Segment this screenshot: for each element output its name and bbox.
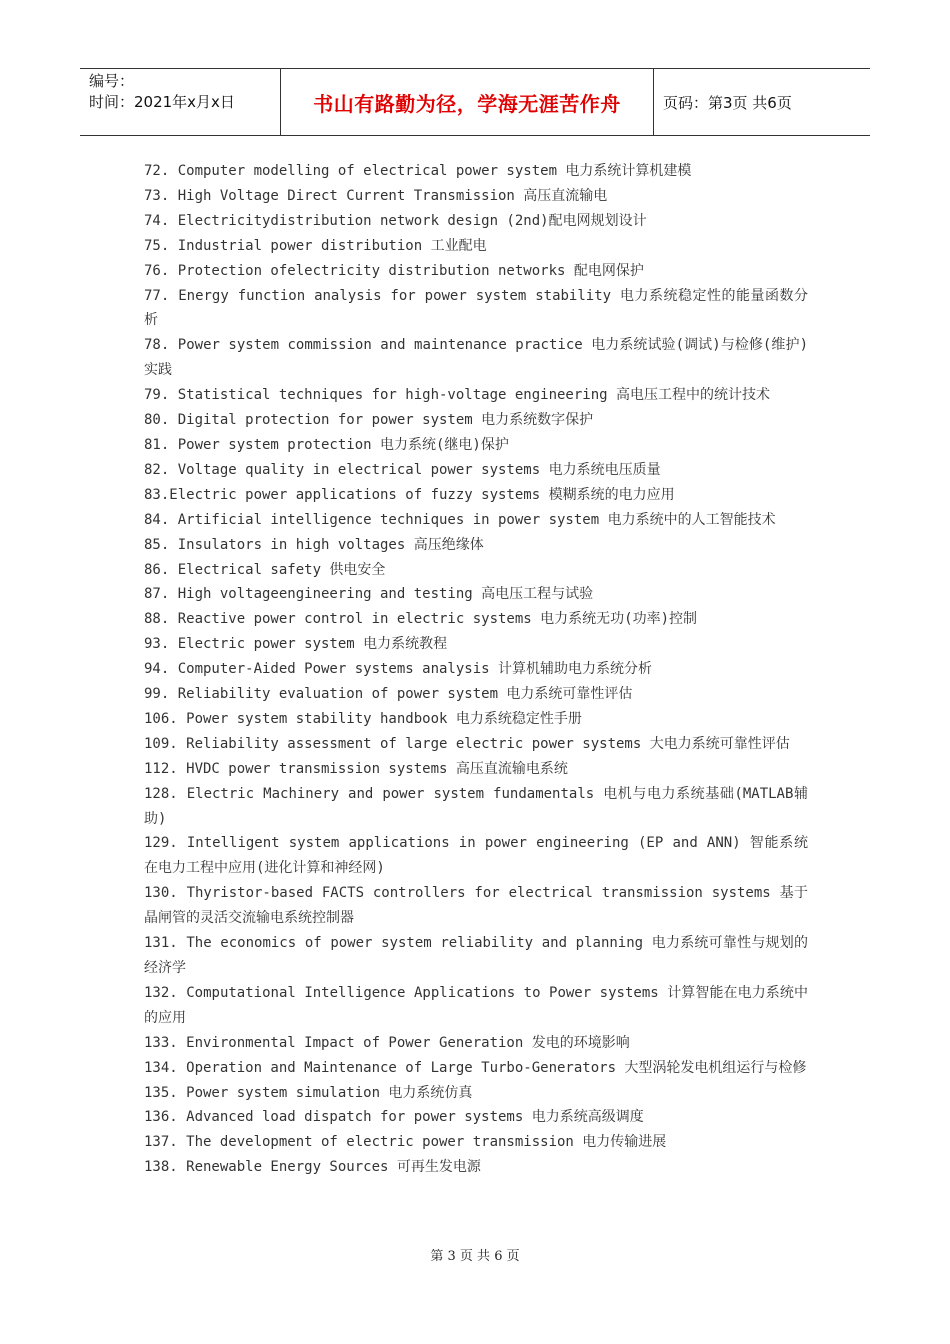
list-item: 72. Computer modelling of electrical power system 电力系统计算机建模 xyxy=(144,163,692,179)
number-label: 编号： xyxy=(89,72,135,90)
list-item: 77. Energy function analysis for power system stability 电力系统稳定性的能量函数分析 xyxy=(144,287,808,329)
list-item: 75. Industrial power distribution 工业配电 xyxy=(144,237,487,254)
list-item: 106. Power system stability handbook 电力系统稳定性手册 xyxy=(144,710,582,727)
list-item: 133. Environmental Impact of Power Generation 发电的环境影响 xyxy=(144,1034,630,1051)
list-item: 81. Power system protection 电力系统(继电)保护 xyxy=(144,436,509,453)
list-item: 112. HVDC power transmission systems 高压直流输电系统 xyxy=(144,760,568,777)
list-item: 80. Digital protection for power system 电力系统数字保护 xyxy=(144,412,594,429)
list-item: 137. The development of electric power transmission 电力传输进展 xyxy=(144,1134,667,1151)
time-label: 时间：2021年x月x日 xyxy=(89,93,235,111)
list-item: 82. Voltage quality in electrical power systems 电力系统电压质量 xyxy=(144,461,661,478)
list-item: 84. Artificial intelligence techniques in power system 电力系统中的人工智能技术 xyxy=(144,511,776,528)
page-footer: 第 3 页 共 6 页 xyxy=(430,1249,520,1264)
list-item: 138. Renewable Energy Sources 可再生发电源 xyxy=(144,1159,481,1176)
header-page-label: 页码：第3页 共6页 xyxy=(663,93,792,112)
list-item: 93. Electric power system 电力系统教程 xyxy=(144,636,448,653)
list-item: 85. Insulators in high voltages 高压绝缘体 xyxy=(144,536,484,553)
header-motto: 书山有路勤为径，学海无涯苦作舟 xyxy=(281,69,654,135)
list-item: 135. Power system simulation 电力系统仿真 xyxy=(144,1084,473,1101)
list-item: 129. Intelligent system applications in power engineering (EP and ANN) 智能系统在电力工程中应用(进化计算和神经网) xyxy=(144,835,808,877)
list-item: 134. Operation and Maintenance of Large Turbo-Generators 大型涡轮发电机组运行与检修 xyxy=(144,1059,807,1076)
list-item: 131. The economics of power system reliability and planning 电力系统可靠性与规划的经济学 xyxy=(144,935,808,976)
list-item: 73. High Voltage Direct Current Transmission 高压直流输电 xyxy=(144,187,608,204)
list-item: 136. Advanced load dispatch for power systems 电力系统高级调度 xyxy=(144,1109,644,1126)
page-header xyxy=(80,68,870,136)
list-item: 78. Power system commission and maintenance practice 电力系统试验(调试)与检修(维护)实践 xyxy=(144,337,808,379)
list-item: 132. Computational Intelligence Applications to Power systems 计算智能在电力系统中的应用 xyxy=(144,984,808,1026)
list-item: 79. Statistical techniques for high-voltage engineering 高电压工程中的统计技术 xyxy=(144,387,771,404)
book-list xyxy=(144,159,808,1180)
list-item: 76. Protection ofelectricity distribution networks 配电网保护 xyxy=(144,262,644,279)
list-item: 83.Electric power applications of fuzzy systems 模糊系统的电力应用 xyxy=(144,486,675,503)
list-item: 109. Reliability assessment of large electric power systems 大电力系统可靠性评估 xyxy=(144,735,790,752)
header-meta xyxy=(80,69,281,135)
list-item: 128. Electric Machinery and power system fundamentals 电机与电力系统基础(MATLAB辅助) xyxy=(144,785,808,827)
list-item: 86. Electrical safety 供电安全 xyxy=(144,561,386,578)
list-item: 87. High voltageengineering and testing 高电压工程与试验 xyxy=(144,586,594,603)
list-item: 94. Computer-Aided Power systems analysis 计算机辅助电力系统分析 xyxy=(144,661,653,678)
list-item: 74. Electricitydistribution network design (2nd)配电网规划设计 xyxy=(144,212,647,229)
list-item: 99. Reliability evaluation of power system 电力系统可靠性评估 xyxy=(144,686,633,703)
list-item: 88. Reactive power control in electric systems 电力系统无功(功率)控制 xyxy=(144,611,698,628)
list-item: 130. Thyristor-based FACTS controllers for electrical transmission systems 基于晶闸管的灵活交流输电系统控制器 xyxy=(144,885,808,927)
